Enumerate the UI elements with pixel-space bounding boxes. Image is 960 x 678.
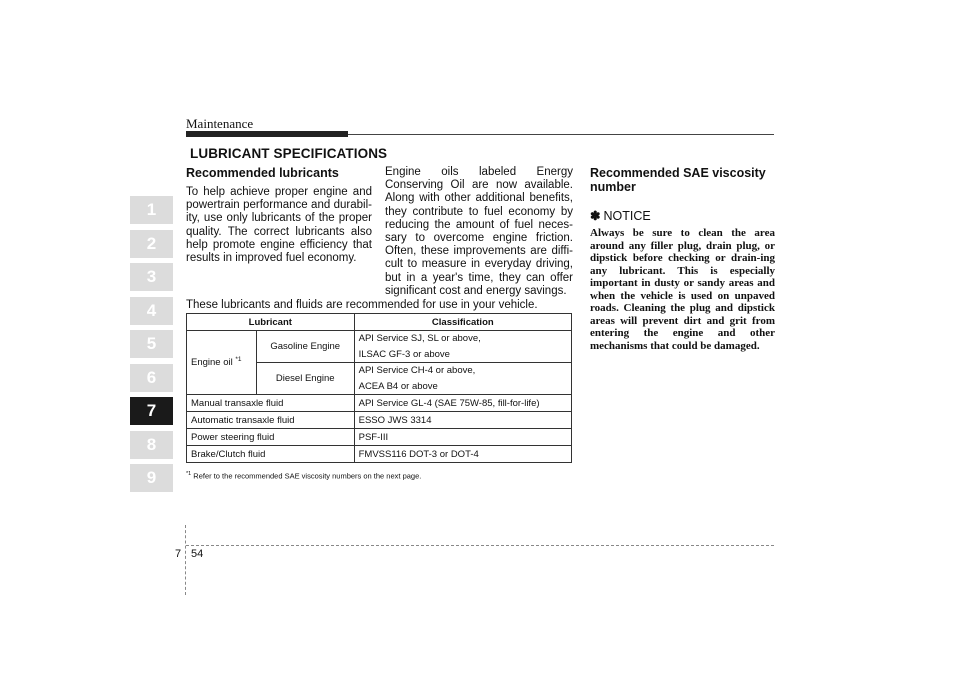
- recommended-lubricants-heading: Recommended lubricants: [186, 166, 339, 180]
- notice-icon: ✽: [590, 209, 601, 223]
- recommended-lubricants-text: To help achieve proper engine and powertrain performance and durabil-ity, use only lubricants of the proper quality. The correct lubricants also help promote engine efficiency that results in improved fuel economy.: [186, 186, 372, 265]
- table-header-row: [187, 314, 572, 331]
- chapter-tab-3[interactable]: 3: [130, 263, 173, 291]
- chapter-tabs: [130, 196, 173, 498]
- footer-divider: [185, 525, 186, 595]
- section-title: LUBRICANT SPECIFICATIONS: [190, 146, 388, 161]
- table-header-lubricant: Lubricant: [187, 314, 355, 331]
- engine-oil-label: Engine oil: [191, 357, 233, 369]
- engine-oil-cell: [187, 331, 257, 395]
- gasoline-classification-line1: API Service SJ, SL or above,: [358, 333, 481, 345]
- table-cell-lubricant: Brake/Clutch fluid: [187, 446, 355, 463]
- header-bar: [186, 131, 348, 137]
- energy-conserving-oil-text: Engine oils labeled Energy Conserving Oil are now available. Along with other additional benefits, they contribute to fuel economy by reducing the amount of fuel neces-sary to overcome engine friction. Often, these improvements are diffi-cult to measure in everyday driving, but in a year's time, they can offer significant cost and energy savings.: [385, 166, 573, 297]
- sae-viscosity-heading: Recommended SAE viscosity number: [590, 166, 766, 194]
- chapter-tab-2[interactable]: 2: [130, 230, 173, 258]
- sae-viscosity-section: [590, 166, 775, 352]
- table-row: [187, 331, 572, 363]
- page-chapter-number: 7: [175, 548, 182, 560]
- chapter-tab-5[interactable]: 5: [130, 330, 173, 358]
- table-cell-lubricant: Power steering fluid: [187, 429, 355, 446]
- diesel-classification-line2: ACEA B4 or above: [358, 380, 438, 392]
- table-cell-lubricant: Automatic transaxle fluid: [187, 412, 355, 429]
- notice-title: [590, 208, 775, 223]
- footnote-text: Refer to the recommended SAE viscosity numbers on the next page.: [193, 471, 422, 481]
- table-cell-classification: FMVSS116 DOT-3 or DOT-4: [354, 446, 571, 463]
- table-intro: These lubricants and fluids are recommended for use in your vehicle.: [186, 299, 538, 311]
- table-footnote: [186, 471, 421, 481]
- chapter-tab-1[interactable]: 1: [130, 196, 173, 224]
- chapter-tab-9[interactable]: 9: [130, 464, 173, 492]
- recommended-lubricants-section: [186, 166, 372, 265]
- table-row: [187, 429, 572, 446]
- gasoline-classification-line2: ILSAC GF-3 or above: [358, 348, 450, 360]
- chapter-tab-6[interactable]: 6: [130, 364, 173, 392]
- notice-label: NOTICE: [603, 208, 651, 223]
- running-header: Maintenance: [186, 116, 254, 131]
- notice-text: Always be sure to clean the area around any filler plug, drain plug, or dipstick before checking or drain-ing any lubricant. This is especially important in dusty or sandy areas and when the vehicle is used on unpaved roads. Cleaning the plug and dipstick areas will prevent dirt and grit from entering the engine and other mechanisms that could be damaged.: [590, 227, 775, 352]
- table-cell-classification: API Service GL-4 (SAE 75W-85, fill-for-life): [354, 395, 571, 412]
- table-cell-lubricant: Manual transaxle fluid: [187, 395, 355, 412]
- engine-oil-footnote-mark: *1: [235, 356, 242, 364]
- gasoline-classification-cell: [354, 331, 571, 363]
- table-row: [187, 412, 572, 429]
- table-cell-classification: PSF-III: [354, 429, 571, 446]
- footer-rule: [186, 545, 774, 546]
- diesel-engine-cell: Diesel Engine: [256, 363, 354, 395]
- table-row: [187, 446, 572, 463]
- page-number: 54: [191, 548, 204, 560]
- chapter-tab-7[interactable]: 7: [130, 397, 173, 425]
- diesel-classification-line1: API Service CH-4 or above,: [358, 365, 476, 377]
- chapter-tab-8[interactable]: 8: [130, 431, 173, 459]
- table-cell-classification: ESSO JWS 3314: [354, 412, 571, 429]
- gasoline-engine-cell: Gasoline Engine: [256, 331, 354, 363]
- footnote-mark: *1: [186, 471, 192, 477]
- lubricant-table: [186, 313, 572, 463]
- header-rule: [348, 134, 774, 135]
- diesel-classification-cell: [354, 363, 571, 395]
- chapter-tab-4[interactable]: 4: [130, 297, 173, 325]
- energy-conserving-oil-section: [385, 166, 573, 298]
- table-header-classification: Classification: [354, 314, 571, 331]
- table-row: [187, 395, 572, 412]
